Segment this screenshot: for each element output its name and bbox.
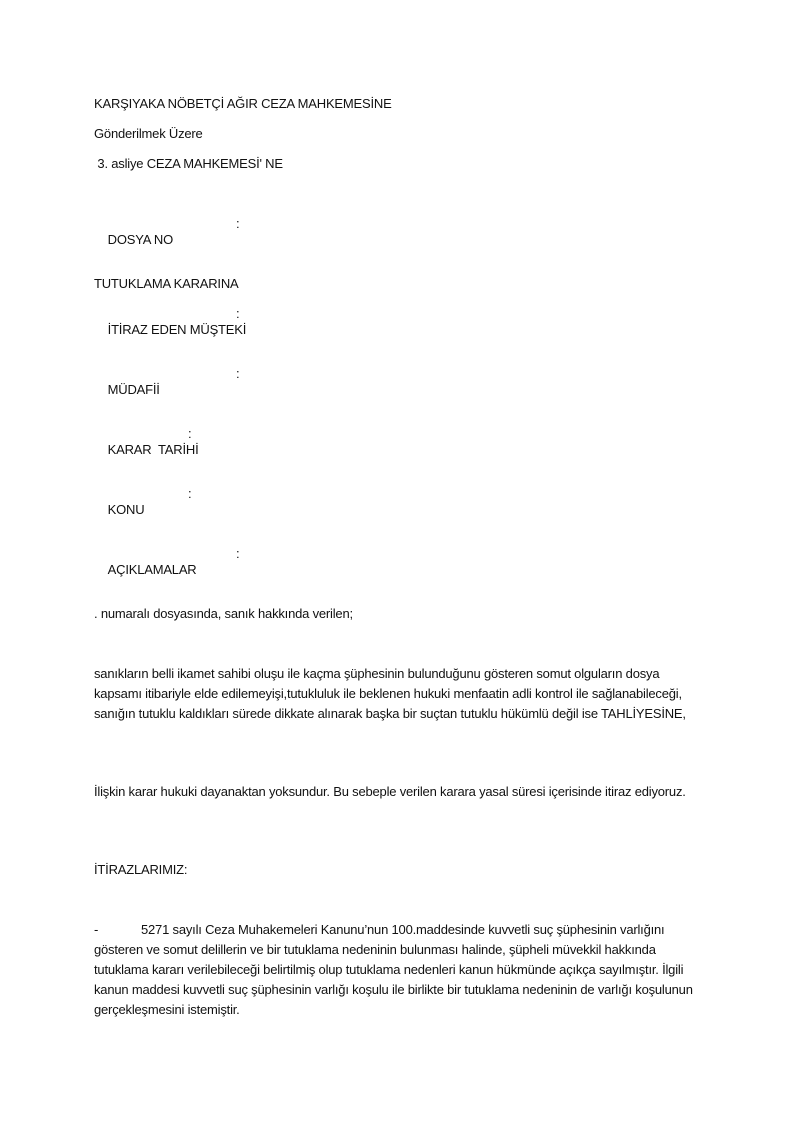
objecting-client-field (94, 306, 246, 370)
decision-paragraph: sanıkların belli ikamet sahibi oluşu ile kaçma şüphesinin bulunduğunu gösteren somut olguların dosya kapsamı itibariyle elde edilemeyişi,tutukluluk ile beklenen hukuki menfaatin adli kontrol ile sağlanabileceği, sanığın tutuklu kaldıkları sürede dikkate alınarak başka bir suçtan tutuklu hükümlü değil ise TAHLİYESİNE, (94, 666, 686, 721)
objection-statement: İlişkin karar hukuki dayanaktan yoksundur. Bu sebeple verilen karara yasal süresi içerisinde itiraz ediyoruz. (94, 784, 686, 799)
file-no-colon: : (236, 216, 240, 231)
explanations-colon: : (236, 546, 240, 561)
forwarded-note: Gönderilmek Üzere (94, 126, 203, 141)
file-no-field (94, 216, 240, 280)
objection-bullet-1 (94, 920, 706, 1020)
decision-date-label: KARAR TARİHİ (107, 442, 199, 457)
objections-heading: İTİRAZLARIMIZ: (94, 862, 188, 877)
bullet-dash: - (94, 922, 99, 937)
court-heading: KARŞIYAKA NÖBETÇİ AĞIR CEZA MAHKEMESİNE (94, 96, 392, 111)
objecting-client-label: İTİRAZ EDEN MÜŞTEKİ (107, 322, 247, 337)
decision-date-colon: : (188, 426, 192, 441)
counsel-colon: : (236, 366, 240, 381)
explanations-label: AÇIKLAMALAR (107, 562, 197, 577)
bullet-text: 5271 sayılı Ceza Muhakemeleri Kanunu’nun 100.maddesinde kuvvetli suç şüphesinin varlığını gösteren ve somut delillerin ve bir tutuklama nedeninin bulunması halinde, şüpheli müvekkil hakkında tutuklama kararı verilebileceği belirtilmiş olup tutuklama nedenleri kanun hükmünde açıkça sayılmıştır. İlgili kanun maddesi kuvvetli suç şüphesinin varlığı koşulu ile birlikte bir tutuklama nedeninin de varlığı koşulunun gerçekleşmesini istemiştir. (94, 922, 693, 1017)
subject-colon: : (188, 486, 192, 501)
objection-title: TUTUKLAMA KARARINA (94, 276, 239, 291)
intro-sentence: . numaralı dosyasında, sanık hakkında verilen; (94, 606, 353, 621)
explanations-field (94, 546, 240, 610)
subject-field (94, 486, 192, 550)
target-court: 3. asliye CEZA MAHKEMESİ' NE (94, 156, 283, 171)
counsel-field (94, 366, 240, 430)
counsel-label: MÜDAFİİ (107, 382, 160, 397)
objecting-client-colon: : (236, 306, 240, 321)
decision-date-field (94, 426, 198, 490)
file-no-label: DOSYA NO (107, 232, 173, 247)
subject-label: KONU (107, 502, 145, 517)
